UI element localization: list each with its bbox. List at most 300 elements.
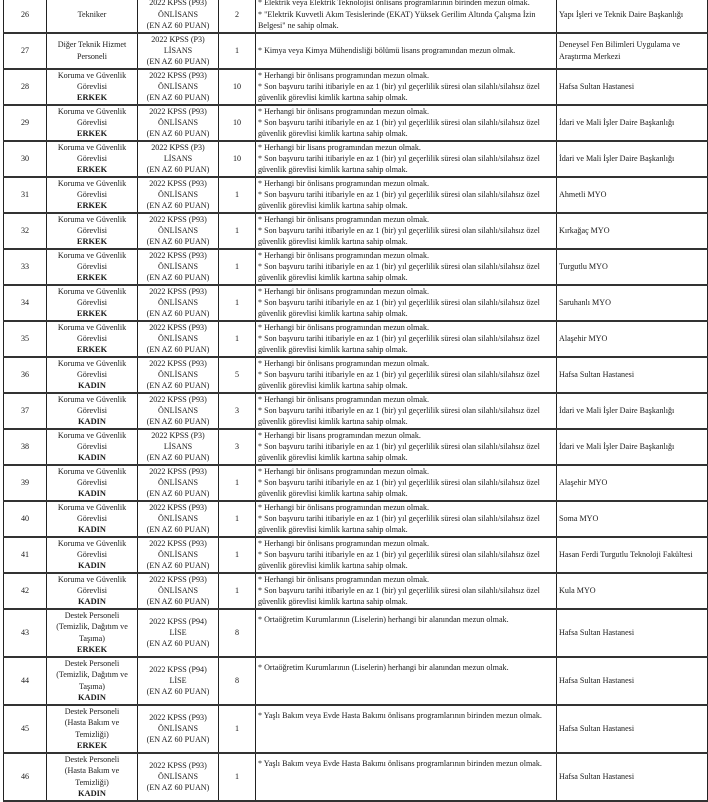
requirement-item: * Herhangi bir önlisans programından mezun olmak.: [258, 286, 430, 296]
requirements-cell: [256, 393, 557, 429]
unit-cell: Ahmetli MYO: [557, 177, 708, 213]
position-title-line: Koruma ve Güvenlik: [57, 430, 127, 440]
position-title-line: Koruma ve Güvenlik: [57, 502, 127, 512]
position-count-cell: 1: [219, 753, 256, 801]
row-number-cell: 45: [4, 705, 47, 753]
kpss-line: ÖNLİSANS: [157, 585, 199, 595]
table-row: [4, 0, 708, 33]
position-title-line: Diğer Teknik Hizmet: [57, 40, 127, 50]
position-count-cell: 8: [219, 657, 256, 705]
unit-cell: Hafsa Sultan Hastanesi: [557, 705, 708, 753]
position-title-cell: [47, 105, 138, 141]
kpss-requirement-cell: [138, 69, 219, 105]
position-title-cell: [47, 573, 138, 609]
kpss-requirement-cell: [138, 609, 219, 657]
unit-cell: Saruhanlı MYO: [557, 285, 708, 321]
position-title-line: Koruma ve Güvenlik: [57, 394, 127, 404]
requirement-item: * Son başvuru tarihi itibariyle en az 1 (bir) yıl geçerlilik süresi olan silahlı/silahsız özel güvenlik görevlisi kimlik kartına sahip olmak.: [258, 405, 540, 427]
row-number-cell: 34: [4, 285, 47, 321]
requirements-cell: [256, 537, 557, 573]
position-title-line: Koruma ve Güvenlik: [57, 538, 127, 548]
table-row: [4, 105, 708, 141]
kpss-requirement-cell: [138, 177, 219, 213]
position-title-line: Temizliği): [75, 729, 109, 739]
position-title-line: Destek Personeli: [64, 707, 120, 717]
unit-cell: İdari ve Mali İşler Daire Başkanlığı: [557, 429, 708, 465]
position-count-cell: 10: [219, 69, 256, 105]
requirement-item: * Son başvuru tarihi itibariyle en az 1 (bir) yıl geçerlilik süresi olan silahlı/silahsız özel güvenlik görevlisi kimlik kartına sahip olmak.: [258, 117, 540, 139]
kpss-requirement-cell: [138, 33, 219, 69]
unit-cell: Hafsa Sultan Hastanesi: [557, 657, 708, 705]
kpss-line: (EN AZ 60 PUAN): [146, 20, 210, 30]
requirements-cell: [256, 753, 557, 801]
kpss-line: 2022 KPSS (P93): [149, 466, 207, 476]
position-title-cell: [47, 69, 138, 105]
kpss-line: 2022 KPSS (P93): [149, 394, 207, 404]
gender-label: ERKEK: [76, 129, 108, 139]
kpss-line: ÖNLİSANS: [157, 513, 199, 523]
table-row: [4, 177, 708, 213]
position-title-line: Destek Personeli: [64, 611, 120, 621]
kpss-line: (EN AZ 60 PUAN): [146, 381, 210, 391]
position-title-line: Personeli: [76, 51, 108, 61]
kpss-requirement-cell: [138, 501, 219, 537]
gender-label: ERKEK: [76, 345, 108, 355]
kpss-line: 2022 KPSS (P93): [149, 0, 207, 8]
kpss-line: 2022 KPSS (P94): [149, 616, 207, 626]
kpss-line: 2022 KPSS (P93): [149, 574, 207, 584]
requirement-item: * Herhangi bir önlisans programından mezun olmak.: [258, 358, 430, 368]
kpss-line: LİSE: [169, 675, 187, 685]
position-title-cell: [47, 393, 138, 429]
requirement-item: * Herhangi bir önlisans programından mezun olmak.: [258, 466, 430, 476]
position-title-line: Görevlisi: [76, 477, 108, 487]
kpss-line: ÖNLİSANS: [157, 771, 199, 781]
position-count-cell: 8: [219, 609, 256, 657]
requirement-item: * Herhangi bir önlisans programından mezun olmak.: [258, 178, 430, 188]
unit-cell: Hafsa Sultan Hastanesi: [557, 69, 708, 105]
kpss-line: 2022 KPSS (P93): [149, 286, 207, 296]
row-number-cell: 28: [4, 69, 47, 105]
kpss-line: ÖNLİSANS: [157, 189, 199, 199]
unit-cell: Hafsa Sultan Hastanesi: [557, 609, 708, 657]
kpss-requirement-cell: [138, 0, 219, 33]
requirement-item: * Herhangi bir önlisans programından mezun olmak.: [258, 394, 430, 404]
requirements-cell: [256, 357, 557, 393]
gender-label: KADIN: [78, 417, 106, 427]
gender-label: ERKEK: [76, 165, 108, 175]
position-count-cell: 5: [219, 357, 256, 393]
position-count-cell: 1: [219, 285, 256, 321]
table-row: [4, 429, 708, 465]
requirements-cell: [256, 69, 557, 105]
requirements-cell: [256, 105, 557, 141]
kpss-line: ÖNLİSANS: [157, 369, 199, 379]
unit-cell: Alaşehir MYO: [557, 465, 708, 501]
unit-cell: İdari ve Mali İşler Daire Başkanlığı: [557, 105, 708, 141]
row-number-cell: 43: [4, 609, 47, 657]
kpss-line: LİSANS: [163, 45, 193, 55]
requirement-item: * Son başvuru tarihi itibariyle en az 1 (bir) yıl geçerlilik süresi olan silahlı/silahsız özel güvenlik görevlisi kimlik kartına sahip olmak.: [258, 369, 540, 391]
table-row: [4, 657, 708, 705]
position-count-cell: 1: [219, 573, 256, 609]
kpss-line: ÖNLİSANS: [157, 723, 199, 733]
kpss-line: ÖNLİSANS: [157, 549, 199, 559]
kpss-line: (EN AZ 60 PUAN): [146, 345, 210, 355]
kpss-line: ÖNLİSANS: [157, 405, 199, 415]
requirement-item: * Herhangi bir önlisans programından mezun olmak.: [258, 574, 430, 584]
gender-label: ERKEK: [76, 740, 108, 750]
position-title-line: Görevlisi: [76, 441, 108, 451]
position-title-cell: [47, 537, 138, 573]
kpss-requirement-cell: [138, 465, 219, 501]
position-title-line: Koruma ve Güvenlik: [57, 574, 127, 584]
requirement-item: * Herhangi bir önlisans programından mezun olmak.: [258, 502, 430, 512]
requirement-item: * Herhangi bir lisans programından mezun olmak.: [258, 430, 421, 440]
requirements-cell: [256, 501, 557, 537]
kpss-line: 2022 KPSS (P3): [151, 142, 205, 152]
position-count-cell: 10: [219, 105, 256, 141]
requirement-item: * Son başvuru tarihi itibariyle en az 1 (bir) yıl geçerlilik süresi olan silahlı/silahsız özel güvenlik görevlisi kimlik kartına sahip olmak.: [258, 297, 540, 319]
kpss-requirement-cell: [138, 249, 219, 285]
position-title-line: Görevlisi: [76, 405, 108, 415]
position-title-cell: [47, 33, 138, 69]
row-number-cell: 42: [4, 573, 47, 609]
gender-label: KADIN: [78, 692, 106, 702]
requirements-cell: [256, 321, 557, 357]
position-title-line: Koruma ve Güvenlik: [57, 106, 127, 116]
kpss-requirement-cell: [138, 321, 219, 357]
position-title-line: Görevlisi: [76, 333, 108, 343]
table-row: [4, 501, 708, 537]
requirement-item: * Herhangi bir önlisans programından mezun olmak.: [258, 70, 430, 80]
position-title-cell: [47, 177, 138, 213]
kpss-requirement-cell: [138, 357, 219, 393]
requirement-item: * Son başvuru tarihi itibariyle en az 1 (bir) yıl geçerlilik süresi olan silahlı/silahsız özel güvenlik görevlisi kimlik kartına sahip olmak.: [258, 477, 540, 499]
kpss-line: ÖNLİSANS: [157, 333, 199, 343]
position-title-cell: [47, 705, 138, 753]
kpss-line: 2022 KPSS (P93): [149, 502, 207, 512]
requirement-item: * Yaşlı Bakım veya Evde Hasta Bakımı önlisans programlarının birinden mezun olmak.: [258, 758, 542, 768]
position-count-cell: 2: [219, 0, 256, 33]
requirement-item: * Son başvuru tarihi itibariyle en az 1 (bir) yıl geçerlilik süresi olan silahlı/silahsız özel güvenlik görevlisi kimlik kartına sahip olmak.: [258, 549, 540, 571]
position-title-line: Destek Personeli: [64, 755, 120, 765]
unit-cell: Hasan Ferdi Turgutlu Teknoloji Fakültesi: [557, 537, 708, 573]
position-count-cell: 3: [219, 429, 256, 465]
kpss-line: LİSE: [169, 627, 187, 637]
table-row: [4, 609, 708, 657]
kpss-line: 2022 KPSS (P93): [149, 178, 207, 188]
position-count-cell: 1: [219, 321, 256, 357]
table-row: [4, 357, 708, 393]
unit-cell: İdari ve Mali İşler Daire Başkanlığı: [557, 141, 708, 177]
kpss-line: (EN AZ 60 PUAN): [146, 639, 210, 649]
requirement-item: * Kimya veya Kimya Mühendisliği bölümü lisans programından mezun olmak.: [258, 45, 516, 55]
position-count-cell: 1: [219, 249, 256, 285]
kpss-line: (EN AZ 60 PUAN): [146, 201, 210, 211]
position-title-cell: [47, 285, 138, 321]
row-number-cell: 26: [4, 0, 47, 33]
gender-label: ERKEK: [76, 309, 108, 319]
gender-label: ERKEK: [76, 273, 108, 283]
requirements-cell: [256, 33, 557, 69]
gender-label: KADIN: [78, 561, 106, 571]
position-title-line: Koruma ve Güvenlik: [57, 322, 127, 332]
kpss-line: 2022 KPSS (P93): [149, 106, 207, 116]
position-title-cell: [47, 465, 138, 501]
table-row: [4, 465, 708, 501]
requirement-item: * Herhangi bir önlisans programından mezun olmak.: [258, 106, 430, 116]
table-row: [4, 141, 708, 177]
table-row: [4, 753, 708, 801]
position-title-line: Görevlisi: [76, 261, 108, 271]
kpss-requirement-cell: [138, 213, 219, 249]
requirement-item: * Son başvuru tarihi itibariyle en az 1 (bir) yıl geçerlilik süresi olan silahlı/silahsız özel güvenlik görevlisi kimlik kartına sahip olmak.: [258, 225, 540, 247]
position-title-line: Tekniker: [77, 9, 107, 19]
position-count-cell: 3: [219, 393, 256, 429]
requirement-item: * Son başvuru tarihi itibariyle en az 1 (bir) yıl geçerlilik süresi olan silahlı/silahsız özel güvenlik görevlisi kimlik kartına sahip olmak.: [258, 441, 540, 463]
position-title-cell: [47, 609, 138, 657]
kpss-line: (EN AZ 60 PUAN): [146, 597, 210, 607]
table-row: [4, 33, 708, 69]
requirements-cell: [256, 429, 557, 465]
position-title-line: Koruma ve Güvenlik: [57, 70, 127, 80]
row-number-cell: 31: [4, 177, 47, 213]
position-title-line: Görevlisi: [76, 513, 108, 523]
requirement-item: * Ortaöğretim Kurumlarının (Liselerin) herhangi bir alanından mezun olmak.: [258, 662, 509, 672]
requirements-cell: [256, 573, 557, 609]
gender-label: KADIN: [78, 381, 106, 391]
row-number-cell: 39: [4, 465, 47, 501]
kpss-line: ÖNLİSANS: [157, 261, 199, 271]
position-count-cell: 1: [219, 33, 256, 69]
requirement-item: * Yaşlı Bakım veya Evde Hasta Bakımı önlisans programlarının birinden mezun olmak.: [258, 710, 542, 720]
requirements-cell: [256, 213, 557, 249]
unit-cell: Turgutlu MYO: [557, 249, 708, 285]
gender-label: KADIN: [78, 525, 106, 535]
row-number-cell: 37: [4, 393, 47, 429]
kpss-line: (EN AZ 60 PUAN): [146, 57, 210, 67]
gender-label: KADIN: [78, 788, 106, 798]
position-title-line: Koruma ve Güvenlik: [57, 286, 127, 296]
gender-label: KADIN: [78, 453, 106, 463]
requirements-cell: [256, 177, 557, 213]
kpss-line: 2022 KPSS (P93): [149, 712, 207, 722]
position-title-line: Görevlisi: [76, 585, 108, 595]
position-title-line: Görevlisi: [76, 549, 108, 559]
unit-cell: Kula MYO: [557, 573, 708, 609]
position-count-cell: 1: [219, 177, 256, 213]
requirement-item: * Son başvuru tarihi itibariyle en az 1 (bir) yıl geçerlilik süresi olan silahlı/silahsız özel güvenlik görevlisi kimlik kartına sahip olmak.: [258, 585, 540, 607]
position-title-cell: [47, 213, 138, 249]
position-count-cell: 1: [219, 537, 256, 573]
kpss-line: ÖNLİSANS: [157, 9, 199, 19]
requirement-item: * Son başvuru tarihi itibariyle en az 1 (bir) yıl geçerlilik süresi olan silahlı/silahsız özel güvenlik görevlisi kimlik kartına sahip olmak.: [258, 189, 540, 211]
kpss-line: (EN AZ 60 PUAN): [146, 129, 210, 139]
kpss-line: 2022 KPSS (P94): [149, 664, 207, 674]
table-row: [4, 69, 708, 105]
kpss-line: LİSANS: [163, 153, 193, 163]
table-row: [4, 249, 708, 285]
position-count-cell: 10: [219, 141, 256, 177]
row-number-cell: 30: [4, 141, 47, 177]
position-title-line: Temizliği): [75, 777, 109, 787]
kpss-line: (EN AZ 60 PUAN): [146, 735, 210, 745]
unit-cell: Deneysel Fen Bilimleri Uygulama ve Araştırma Merkezi: [557, 33, 708, 69]
requirement-item: * "Elektrik Kuvvetli Akım Tesislerinde (EKAT) Yüksek Gerilim Altında Çalışma İzin Belgesi" ne sahip olmak.: [258, 9, 536, 30]
kpss-requirement-cell: [138, 285, 219, 321]
row-number-cell: 44: [4, 657, 47, 705]
kpss-line: (EN AZ 60 PUAN): [146, 165, 210, 175]
kpss-line: (EN AZ 60 PUAN): [146, 237, 210, 247]
requirement-item: * Herhangi bir lisans programından mezun olmak.: [258, 142, 421, 152]
position-title-line: (Hasta Bakım ve: [64, 718, 120, 728]
requirements-cell: [256, 141, 557, 177]
unit-cell: Hafsa Sultan Hastanesi: [557, 753, 708, 801]
requirements-cell: [256, 705, 557, 753]
position-title-cell: [47, 501, 138, 537]
row-number-cell: 38: [4, 429, 47, 465]
kpss-line: (EN AZ 60 PUAN): [146, 561, 210, 571]
requirement-item: * Son başvuru tarihi itibariyle en az 1 (bir) yıl geçerlilik süresi olan silahlı/silahsız özel güvenlik görevlisi kimlik kartına sahip olmak.: [258, 513, 540, 535]
kpss-line: (EN AZ 60 PUAN): [146, 783, 210, 793]
position-title-cell: [47, 657, 138, 705]
requirement-item: * Son başvuru tarihi itibariyle en az 1 (bir) yıl geçerlilik süresi olan silahlı/silahsız özel güvenlik görevlisi kimlik kartına sahip olmak.: [258, 333, 540, 355]
kpss-requirement-cell: [138, 141, 219, 177]
kpss-line: 2022 KPSS (P93): [149, 70, 207, 80]
row-number-cell: 27: [4, 33, 47, 69]
position-title-line: Görevlisi: [76, 189, 108, 199]
requirement-item: * Herhangi bir önlisans programından mezun olmak.: [258, 214, 430, 224]
position-title-line: Görevlisi: [76, 369, 108, 379]
table-row: [4, 321, 708, 357]
kpss-requirement-cell: [138, 105, 219, 141]
kpss-line: (EN AZ 60 PUAN): [146, 417, 210, 427]
requirement-item: * Son başvuru tarihi itibariyle en az 1 (bir) yıl geçerlilik süresi olan silahlı/silahsız özel güvenlik görevlisi kimlik kartına sahip olmak.: [258, 261, 540, 283]
table-row: [4, 705, 708, 753]
kpss-line: (EN AZ 60 PUAN): [146, 93, 210, 103]
position-title-cell: [47, 321, 138, 357]
row-number-cell: 40: [4, 501, 47, 537]
unit-cell: Alaşehir MYO: [557, 321, 708, 357]
kpss-line: 2022 KPSS (P93): [149, 214, 207, 224]
position-table-body: [4, 0, 708, 801]
requirements-cell: [256, 249, 557, 285]
gender-label: ERKEK: [76, 201, 108, 211]
position-title-line: Görevlisi: [76, 81, 108, 91]
gender-label: ERKEK: [76, 237, 108, 247]
kpss-line: ÖNLİSANS: [157, 117, 199, 127]
kpss-line: (EN AZ 60 PUAN): [146, 273, 210, 283]
gender-label: KADIN: [78, 489, 106, 499]
position-title-line: Görevlisi: [76, 225, 108, 235]
kpss-requirement-cell: [138, 657, 219, 705]
row-number-cell: 29: [4, 105, 47, 141]
gender-label: ERKEK: [76, 644, 108, 654]
requirements-cell: [256, 609, 557, 657]
kpss-requirement-cell: [138, 429, 219, 465]
position-title-line: (Hasta Bakım ve: [64, 766, 120, 776]
position-title-line: Koruma ve Güvenlik: [57, 178, 127, 188]
requirements-cell: [256, 657, 557, 705]
unit-cell: Hafsa Sultan Hastanesi: [557, 357, 708, 393]
kpss-line: ÖNLİSANS: [157, 477, 199, 487]
kpss-line: ÖNLİSANS: [157, 81, 199, 91]
position-title-line: Koruma ve Güvenlik: [57, 214, 127, 224]
kpss-line: ÖNLİSANS: [157, 225, 199, 235]
position-count-cell: 1: [219, 705, 256, 753]
unit-cell: Soma MYO: [557, 501, 708, 537]
position-title-line: Görevlisi: [76, 153, 108, 163]
kpss-line: (EN AZ 60 PUAN): [146, 687, 210, 697]
kpss-line: (EN AZ 60 PUAN): [146, 453, 210, 463]
position-title-line: Görevlisi: [76, 297, 108, 307]
row-number-cell: 35: [4, 321, 47, 357]
kpss-requirement-cell: [138, 753, 219, 801]
kpss-requirement-cell: [138, 537, 219, 573]
unit-cell: Yapı İşleri ve Teknik Daire Başkanlığı: [557, 0, 708, 33]
requirement-item: * Herhangi bir önlisans programından mezun olmak.: [258, 538, 430, 548]
requirement-item: * Herhangi bir önlisans programından mezun olmak.: [258, 250, 430, 260]
kpss-line: 2022 KPSS (P93): [149, 358, 207, 368]
kpss-line: 2022 KPSS (P3): [151, 430, 205, 440]
position-title-cell: [47, 249, 138, 285]
position-count-cell: 1: [219, 501, 256, 537]
position-title-line: Taşıma): [79, 633, 105, 643]
position-title-line: (Temizlik, Dağıtım ve: [56, 622, 128, 632]
requirement-item: * Son başvuru tarihi itibariyle en az 1 (bir) yıl geçerlilik süresi olan silahlı/silahsız özel güvenlik görevlisi kimlik kartına sahip olmak.: [258, 81, 540, 103]
gender-label: ERKEK: [76, 93, 108, 103]
kpss-line: ÖNLİSANS: [157, 297, 199, 307]
kpss-line: (EN AZ 60 PUAN): [146, 525, 210, 535]
row-number-cell: 46: [4, 753, 47, 801]
kpss-line: 2022 KPSS (P93): [149, 250, 207, 260]
kpss-line: (EN AZ 60 PUAN): [146, 489, 210, 499]
row-number-cell: 36: [4, 357, 47, 393]
position-count-cell: 1: [219, 465, 256, 501]
table-row: [4, 537, 708, 573]
kpss-line: 2022 KPSS (P93): [149, 322, 207, 332]
kpss-requirement-cell: [138, 393, 219, 429]
row-number-cell: 32: [4, 213, 47, 249]
position-title-line: Koruma ve Güvenlik: [57, 466, 127, 476]
position-title-line: Taşıma): [79, 681, 105, 691]
table-row: [4, 285, 708, 321]
requirements-cell: [256, 285, 557, 321]
requirements-cell: [256, 0, 557, 33]
position-title-line: Destek Personeli: [64, 659, 120, 669]
unit-cell: Kırkağaç MYO: [557, 213, 708, 249]
row-number-cell: 33: [4, 249, 47, 285]
position-title-cell: [47, 0, 138, 33]
kpss-line: (EN AZ 60 PUAN): [146, 309, 210, 319]
kpss-requirement-cell: [138, 573, 219, 609]
requirement-item: * Elektrik veya Elektrik Teknolojisi önlisans programlarının birinden mezun olmak.: [258, 0, 530, 8]
kpss-line: 2022 KPSS (P93): [149, 538, 207, 548]
requirements-cell: [256, 465, 557, 501]
position-title-cell: [47, 141, 138, 177]
position-title-line: Koruma ve Güvenlik: [57, 142, 127, 152]
kpss-line: LİSANS: [163, 441, 193, 451]
table-row: [4, 573, 708, 609]
position-listing-document: [3, 0, 708, 802]
position-title-cell: [47, 357, 138, 393]
table-row: [4, 393, 708, 429]
unit-cell: İdari ve Mali İşler Daire Başkanlığı: [557, 393, 708, 429]
position-title-cell: [47, 753, 138, 801]
requirement-item: * Son başvuru tarihi itibariyle en az 1 (bir) yıl geçerlilik süresi olan silahlı/silahsız özel güvenlik görevlisi kimlik kartına sahip olmak.: [258, 153, 540, 175]
position-table: [3, 0, 708, 802]
